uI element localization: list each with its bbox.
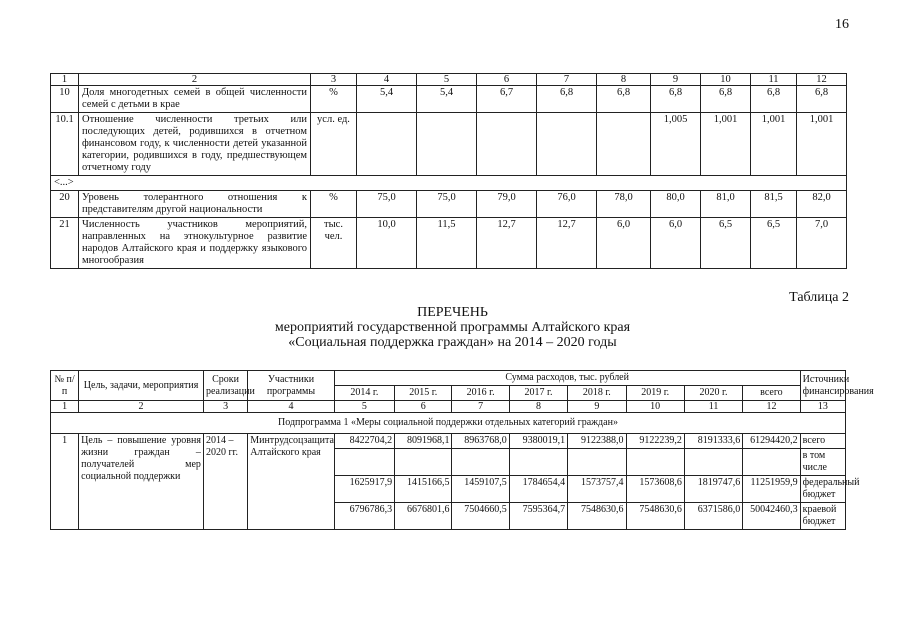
table-caption: Таблица 2: [789, 290, 849, 305]
row-value: [537, 113, 597, 176]
column-number: 10: [701, 74, 751, 86]
column-number: 12: [797, 74, 847, 86]
row1-line2-value: 1573608,6: [626, 476, 684, 503]
row-value: 75,0: [417, 191, 477, 218]
row-value: [597, 113, 651, 176]
title-line-2: мероприятий государственной программы Алтайского края: [274, 320, 631, 335]
row-value: 81,5: [751, 191, 797, 218]
column-number: 6: [477, 74, 537, 86]
row1-line3-source: краевой бюджет: [800, 503, 845, 530]
header-sources: Источники финансирования: [800, 371, 845, 401]
year-header: всего: [743, 386, 800, 401]
row-value: 6,8: [597, 86, 651, 113]
row1-line3-value: 50042460,3: [743, 503, 800, 530]
year-header: 2014 г.: [334, 386, 394, 401]
column-number: 7: [452, 401, 509, 413]
table-row: [51, 113, 847, 176]
row1-line3-value: 6371586,0: [684, 503, 742, 530]
year-header: 2017 г.: [509, 386, 567, 401]
ellipsis-row: <...>: [51, 176, 847, 191]
year-header: 2015 г.: [395, 386, 452, 401]
column-number: 12: [743, 401, 800, 413]
column-number: 4: [248, 401, 335, 413]
row1-line0-value: 9380019,1: [509, 434, 567, 449]
row1-participants: Минтрудсоцзащита Алтайского края: [248, 434, 335, 530]
page-number: 16: [835, 17, 849, 32]
subprogram-row: Подпрограмма 1 «Меры социальной поддержки отдельных категорий граждан»: [51, 413, 846, 434]
row1-line1-value: [743, 449, 800, 476]
row-value: 1,001: [751, 113, 797, 176]
row1-line0-value: 8422704,2: [334, 434, 394, 449]
column-number: 3: [203, 401, 247, 413]
row-unit: %: [311, 191, 357, 218]
row1-goal: Цель – повышение уровня жизни граждан – получателей мер социальной поддержки: [79, 434, 204, 530]
row-value: 78,0: [597, 191, 651, 218]
row-value: 82,0: [797, 191, 847, 218]
row-value: 6,8: [537, 86, 597, 113]
row-id: 10.1: [51, 113, 79, 176]
indicators-table: [50, 73, 847, 269]
row1-line0-value: 9122388,0: [568, 434, 626, 449]
row1-terms: 2014 – 2020 гг.: [203, 434, 247, 530]
table-row: [51, 218, 847, 269]
row1-line0-value: 8191333,6: [684, 434, 742, 449]
row1-line3-value: 7595364,7: [509, 503, 567, 530]
row-value: 6,8: [797, 86, 847, 113]
row1-line1-value: [509, 449, 567, 476]
header-participants: Участники программы: [248, 371, 335, 401]
column-number: 10: [626, 401, 684, 413]
row1-line2-source: федеральный бюджет: [800, 476, 845, 503]
table-row: [51, 176, 847, 191]
row-value: 79,0: [477, 191, 537, 218]
row-value: [357, 113, 417, 176]
row-value: 6,8: [751, 86, 797, 113]
row-value: 10,0: [357, 218, 417, 269]
row-value: 75,0: [357, 191, 417, 218]
row1-line0-value: 8091968,1: [395, 434, 452, 449]
row-value: 6,5: [751, 218, 797, 269]
row1-line2-value: 1819747,6: [684, 476, 742, 503]
row1-line0-value: 8963768,0: [452, 434, 509, 449]
row-value: 12,7: [537, 218, 597, 269]
title-line-1: ПЕРЕЧЕНЬ: [417, 305, 488, 320]
column-number: 5: [417, 74, 477, 86]
row1-line1-value: [395, 449, 452, 476]
row-value: 7,0: [797, 218, 847, 269]
row-id: 21: [51, 218, 79, 269]
year-header: 2020 г.: [684, 386, 742, 401]
column-number: 11: [684, 401, 742, 413]
row1-line3-value: 7504660,5: [452, 503, 509, 530]
column-number: 6: [395, 401, 452, 413]
row1-line1-source: в том числе: [800, 449, 845, 476]
row-value: 1,005: [651, 113, 701, 176]
row1-line3-value: 7548630,6: [568, 503, 626, 530]
row1-line2-value: 1415166,5: [395, 476, 452, 503]
row-unit: тыс. чел.: [311, 218, 357, 269]
row1-line0-value: 61294420,2: [743, 434, 800, 449]
title-line-3: «Социальная поддержка граждан» на 2014 – 2020 годы: [288, 335, 617, 350]
row-name: Численность участников мероприятий, направленных на этнокультурное развитие народов Алтайского края и поддержку языкового многообразия: [79, 218, 311, 269]
row-id: 20: [51, 191, 79, 218]
column-number: 7: [537, 74, 597, 86]
row-name: Доля многодетных семей в общей численности семей с детьми в крае: [79, 86, 311, 113]
column-number: 8: [597, 74, 651, 86]
row1-line2-value: 1784654,4: [509, 476, 567, 503]
row-value: [417, 113, 477, 176]
row1-line1-value: [626, 449, 684, 476]
row-value: 6,0: [651, 218, 701, 269]
row-value: 6,7: [477, 86, 537, 113]
row1-line2-value: 1459107,5: [452, 476, 509, 503]
table-row: [51, 191, 847, 218]
column-number: 9: [651, 74, 701, 86]
measures-table: [50, 370, 874, 530]
row-value: 5,4: [357, 86, 417, 113]
column-number: 3: [311, 74, 357, 86]
document-title: [0, 305, 905, 350]
row1-line3-value: 6676801,6: [395, 503, 452, 530]
header-terms: Сроки реализации: [203, 371, 247, 401]
column-number: 1: [51, 401, 79, 413]
column-number: 13: [800, 401, 845, 413]
row1-line1-value: [334, 449, 394, 476]
row-value: 6,5: [701, 218, 751, 269]
row-name: Отношение численности третьих или последующих детей, родившихся в отчетном финансовом году, к численности детей указанной категории, родившихся в году, предшествующем отчетному году: [79, 113, 311, 176]
row1-line3-value: 6796786,3: [334, 503, 394, 530]
header-goal: Цель, задачи, мероприятия: [79, 371, 204, 401]
year-header: 2016 г.: [452, 386, 509, 401]
column-number: 5: [334, 401, 394, 413]
column-number: 8: [509, 401, 567, 413]
header-sum: Сумма расходов, тыс. рублей: [334, 371, 800, 386]
row-value: 80,0: [651, 191, 701, 218]
row1-line1-value: [568, 449, 626, 476]
row-value: 1,001: [701, 113, 751, 176]
row-unit: %: [311, 86, 357, 113]
row1-line1-value: [452, 449, 509, 476]
column-number: 2: [79, 401, 204, 413]
year-header: 2019 г.: [626, 386, 684, 401]
row1-line1-value: [684, 449, 742, 476]
row-value: 1,001: [797, 113, 847, 176]
row-value: 6,0: [597, 218, 651, 269]
table-row: [51, 86, 847, 113]
row-value: 6,8: [651, 86, 701, 113]
row1-line2-value: 1625917,9: [334, 476, 394, 503]
column-number: 2: [79, 74, 311, 86]
row1-line3-value: 7548630,6: [626, 503, 684, 530]
column-number: 1: [51, 74, 79, 86]
row1-line2-value: 1573757,4: [568, 476, 626, 503]
row1-num: 1: [51, 434, 79, 530]
column-number: 11: [751, 74, 797, 86]
row-id: 10: [51, 86, 79, 113]
row-value: 12,7: [477, 218, 537, 269]
row-value: 5,4: [417, 86, 477, 113]
row-name: Уровень толерантного отношения к представителям другой национальности: [79, 191, 311, 218]
year-header: 2018 г.: [568, 386, 626, 401]
row-value: 81,0: [701, 191, 751, 218]
row-value: 6,8: [701, 86, 751, 113]
row-unit: усл. ед.: [311, 113, 357, 176]
column-number: 9: [568, 401, 626, 413]
column-number: 4: [357, 74, 417, 86]
row-value: 76,0: [537, 191, 597, 218]
row-value: 11,5: [417, 218, 477, 269]
header-num: № п/п: [51, 371, 79, 401]
row1-line0-value: 9122239,2: [626, 434, 684, 449]
row1-line0-source: всего: [800, 434, 845, 449]
row-value: [477, 113, 537, 176]
column-number-row: [51, 74, 847, 86]
row1-line2-value: 11251959,9: [743, 476, 800, 503]
